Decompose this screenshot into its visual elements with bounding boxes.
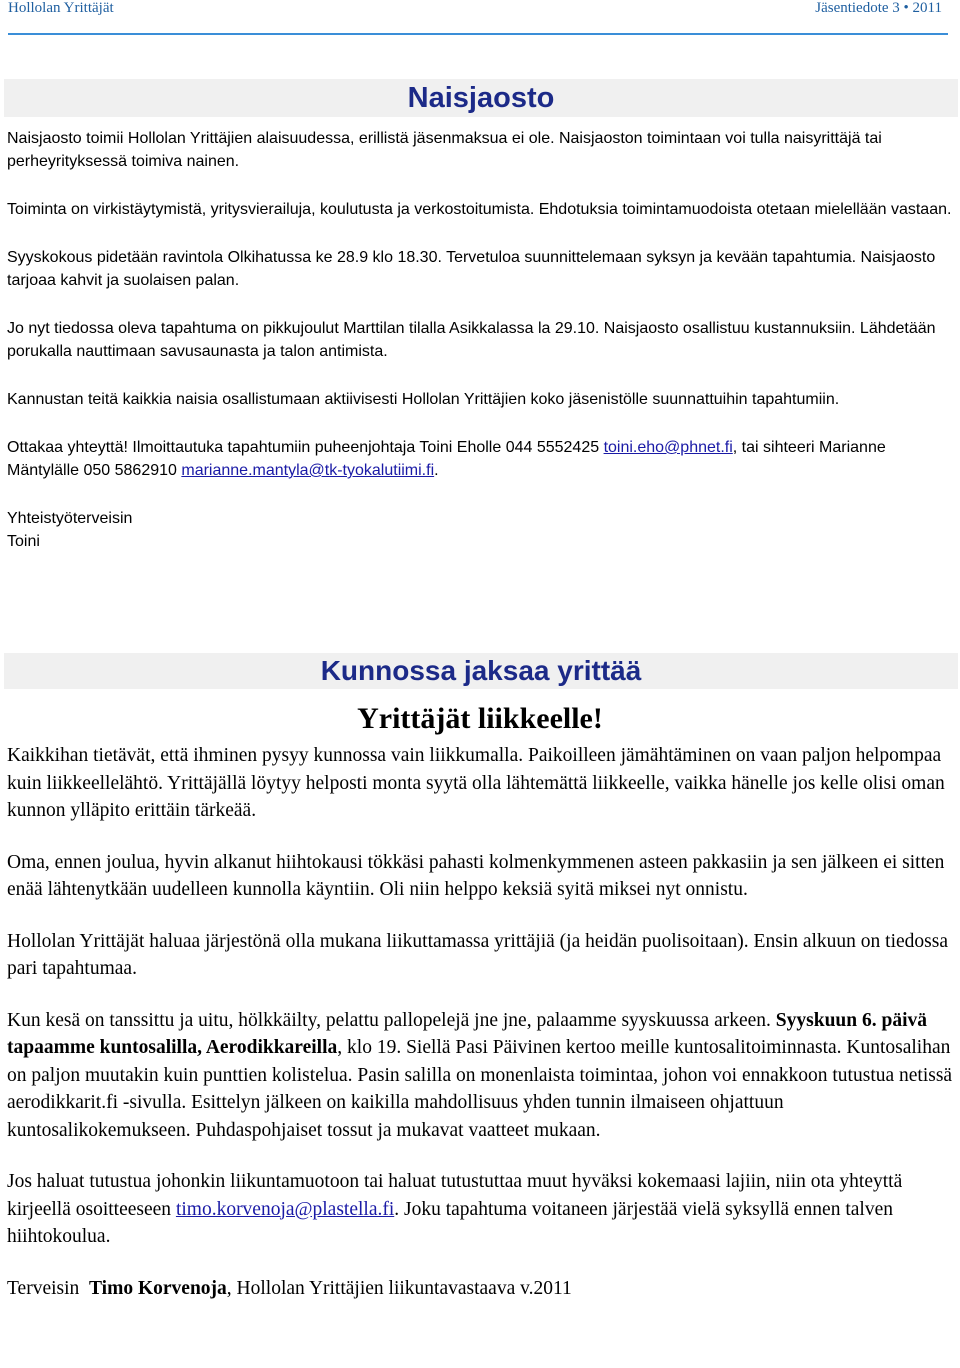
naisjaosto-paragraph-1: Naisjaosto toimii Hollolan Yrittäjien alaisuudessa, erillistä jäsenmaksua ei ole. Naisjaoston toimintaan voi tulla naisyrittäjä tai perheyrityksessä toimiva nainen. — [7, 130, 882, 170]
signature-role: , Hollolan Yrittäjien liikuntavastaava v.2011 — [226, 1277, 572, 1299]
kunnossa-paragraph-1: Kaikkihan tietävät, että ihminen pysyy kunnossa vain liikkumalla. Paikoilleen jämähtäminen on vaan paljon helpompaa kuin liikkeellelähtö. Yrittäjällä löytyy helposti monta syytä olla lähtemättä liikkeelle, vaikka hänelle jos kelle olisi oman kunnon ylläpito erittäin tärkeää. — [7, 745, 945, 821]
naisjaosto-paragraph-2: Toiminta on virkistäytymistä, yritysvierailuja, koulutusta ja verkostoitumista. Ehdotuksia toimintamuodoista otetaan mielellään vastaan. — [7, 201, 952, 218]
naisjaosto-paragraph-3: Syyskokous pidetään ravintola Olkihatussa ke 28.9 klo 18.30. Tervetuloa suunnittelemaan syksyn ja kevään tapahtumia. Naisjaosto tarjoaa kahvit ja suolaisen palan. — [7, 249, 936, 289]
kunnossa-p4-rest: , klo 19. Siellä Pasi Päivinen kertoo meille kuntosalitoiminnasta. Kuntosalihan on paljon muutakin kuin punttien kolistelua. Pasin salilla on monenlaista toimintaa, johon voi ennakkoon tutustua netissä aerodikkarit.fi -sivulla. Esittelyn jälkeen on kaikilla mahdollisuus yhden tunnin ilmaiseen ohjattuun kuntosalikokemukseen. Puhdaspohjaiset tossut ja mukavat vaatteet mukaan. — [7, 1037, 953, 1141]
kunnossa-body — [7, 742, 953, 1302]
kunnossa-paragraph-5 — [7, 1168, 953, 1251]
kunnossa-p5-rest: . Joku tapahtuma voitaneen järjestää vielä syksyllä ennen talven hiihtokoulua. — [7, 1198, 893, 1247]
kunnossa-p5-intro: Jos haluat tutustua johonkin liikuntamuotoon tai haluat tutustuttaa muut hyväksi kokemaasi lajiin, niin ota yhteyttä kirjeellä osoitteeseen — [7, 1171, 903, 1220]
email-link-marianne[interactable]: marianne.mantyla@tk-tyokalutiimi.fi — [181, 462, 435, 479]
naisjaosto-paragraph-5: Kannustan teitä kaikkia naisia osallistumaan aktiivisesti Hollolan Yrittäjien koko jäsenistölle suunnattuihin tapahtumiin. — [7, 391, 840, 408]
contact-text-2: , tai sihteeri Marianne Mäntylälle 050 5862910 — [7, 439, 886, 479]
kunnossa-paragraph-2: Oma, ennen joulua, hyvin alkanut hiihtokausi tökkäsi pahasti kolmenkymmenen asteen pakkasiin ja sen jälkeen ei sitten enää lähtenytkään uudelleen kunnolla käyntiin. Oli niin helppo keksiä syitä miksei nyt onnistu. — [7, 851, 945, 900]
naisjaosto-body — [7, 127, 952, 553]
email-link-toini[interactable]: toini.eho@phnet.fi — [603, 439, 733, 456]
section-naisjaosto-band — [4, 79, 958, 117]
page-header — [8, 0, 942, 36]
contact-text-1: Ottakaa yhteyttä! Ilmoittautuka tapahtumiin puheenjohtaja Toini Eholle 044 5552425 — [7, 439, 604, 456]
header-divider — [8, 33, 948, 35]
kunnossa-paragraph-3: Hollolan Yrittäjät haluaa järjestönä olla mukana liikuttamassa yrittäjiä (ja heidän puolisoitaan). Ensin alkuun on tiedossa pari tapahtumaa. — [7, 930, 948, 979]
kunnossa-p4-intro: Kun kesä on tanssittu ja uitu, hölkkäilty, pelattu pallopelejä jne jne, palaamme syyskuussa arkeen. — [7, 1009, 776, 1031]
naisjaosto-paragraph-4: Jo nyt tiedossa oleva tapahtuma on pikkujoulut Marttilan tilalla Asikkalassa la 29.10. Naisjaosto osallistuu kustannuksiin. Lähdetään porukalla nauttimaan savusaunasta ja talon antimista. — [7, 320, 936, 360]
naisjaosto-greeting: Yhteistyöterveisin — [7, 510, 133, 527]
kunnossa-paragraph-4 — [7, 1007, 953, 1145]
subtitle-yrittajat-liikkeelle: Yrittäjät liikkeelle! — [357, 702, 603, 735]
header-issue: Jäsentiedote 3 • 2011 — [815, 0, 942, 16]
section-title-naisjaosto: Naisjaosto — [407, 82, 555, 114]
kunnossa-signature — [7, 1275, 953, 1303]
section-kunnossa-band — [4, 653, 958, 689]
contact-text-3: . — [434, 462, 439, 479]
kunnossa-p4-highlight: Syyskuun 6. päivä tapaamme kuntosalilla, Aerodikkareilla — [7, 1009, 927, 1058]
section-title-kunnossa: Kunnossa jaksaa yrittää — [320, 655, 642, 686]
header-publisher: Hollolan Yrittäjät — [8, 0, 114, 16]
signature-greeting: Terveisin — [7, 1277, 90, 1299]
email-link-timo[interactable]: timo.korvenoja@plastella.fi — [175, 1198, 395, 1220]
naisjaosto-signature: Toini — [7, 533, 40, 550]
signature-name: Timo Korvenoja — [89, 1277, 227, 1299]
naisjaosto-contact — [7, 436, 952, 482]
